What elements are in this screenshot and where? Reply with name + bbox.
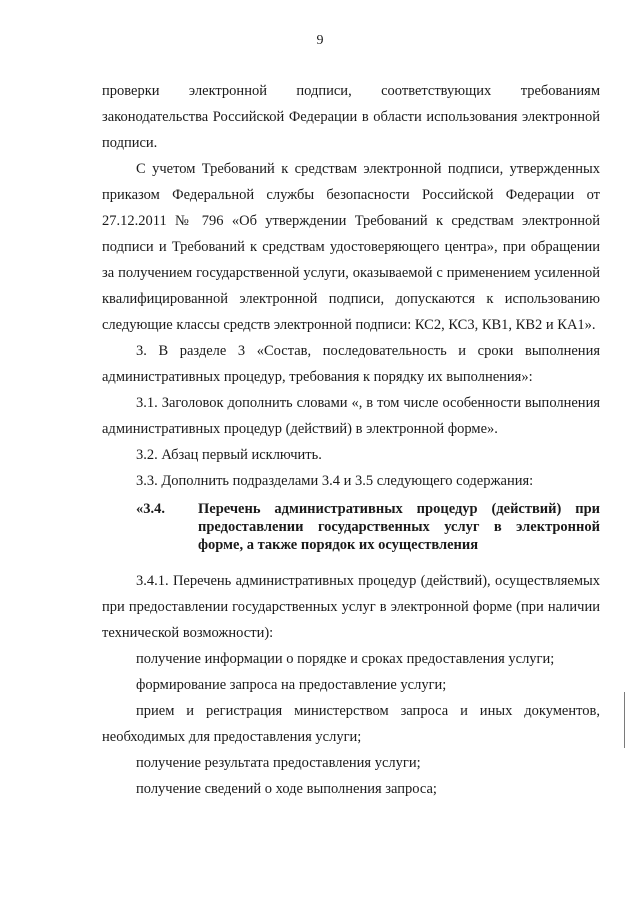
paragraph: 3.4.1. Перечень административных процедур (действий), осуществляемых при предоставлении государственных услуг в электронной форме (при наличии технической возможности): bbox=[102, 573, 600, 641]
scan-margin-mark bbox=[624, 692, 625, 748]
document-body bbox=[102, 78, 600, 802]
paragraph: С учетом Требований к средствам электронной подписи, утвержденных приказом Федеральной службы безопасности Российской Федерации от 27.12.2011 № 796 «Об утверждении Требований к средствам электронной подписи и Требований к средствам удостоверяющего центра», при обращении за получением государственной услуги, оказываемой с применением усиленной квалифицированной электронной подписи, допускаются к использованию следующие классы средств электронной подписи: КС2, КС3, КВ1, КВ2 и КА1». bbox=[102, 161, 600, 333]
paragraph: 3.1. Заголовок дополнить словами «, в том числе особенности выполнения административных процедур (действий) в электронной форме». bbox=[102, 395, 600, 437]
list-item: получение информации о порядке и сроках предоставления услуги; bbox=[136, 651, 555, 667]
list-item: получение сведений о ходе выполнения запроса; bbox=[136, 781, 437, 797]
paragraph: 3.2. Абзац первый исключить. bbox=[136, 447, 322, 463]
paragraph: проверки электронной подписи, соответствующих требованиям законодательства Российской Федерации в области использования электронной подписи. bbox=[102, 83, 600, 151]
list-item: формирование запроса на предоставление услуги; bbox=[136, 677, 447, 693]
section-heading-text: Перечень административных процедур (действий) при предоставлении государственных услуг в электронной форме, а также порядок их осуществления bbox=[198, 501, 600, 553]
page-number: 9 bbox=[316, 33, 324, 48]
list-item: получение результата предоставления услуги; bbox=[136, 755, 421, 771]
list-item: прием и регистрация министерством запроса и иных документов, необходимых для предоставления услуги; bbox=[102, 703, 600, 745]
paragraph: 3. В разделе 3 «Состав, последовательность и сроки выполнения административных процедур, требования к порядку их выполнения»: bbox=[102, 343, 600, 385]
section-heading bbox=[102, 500, 600, 554]
paragraph: 3.3. Дополнить подразделами 3.4 и 3.5 следующего содержания: bbox=[136, 473, 534, 489]
section-heading-number: «3.4. bbox=[136, 501, 165, 517]
